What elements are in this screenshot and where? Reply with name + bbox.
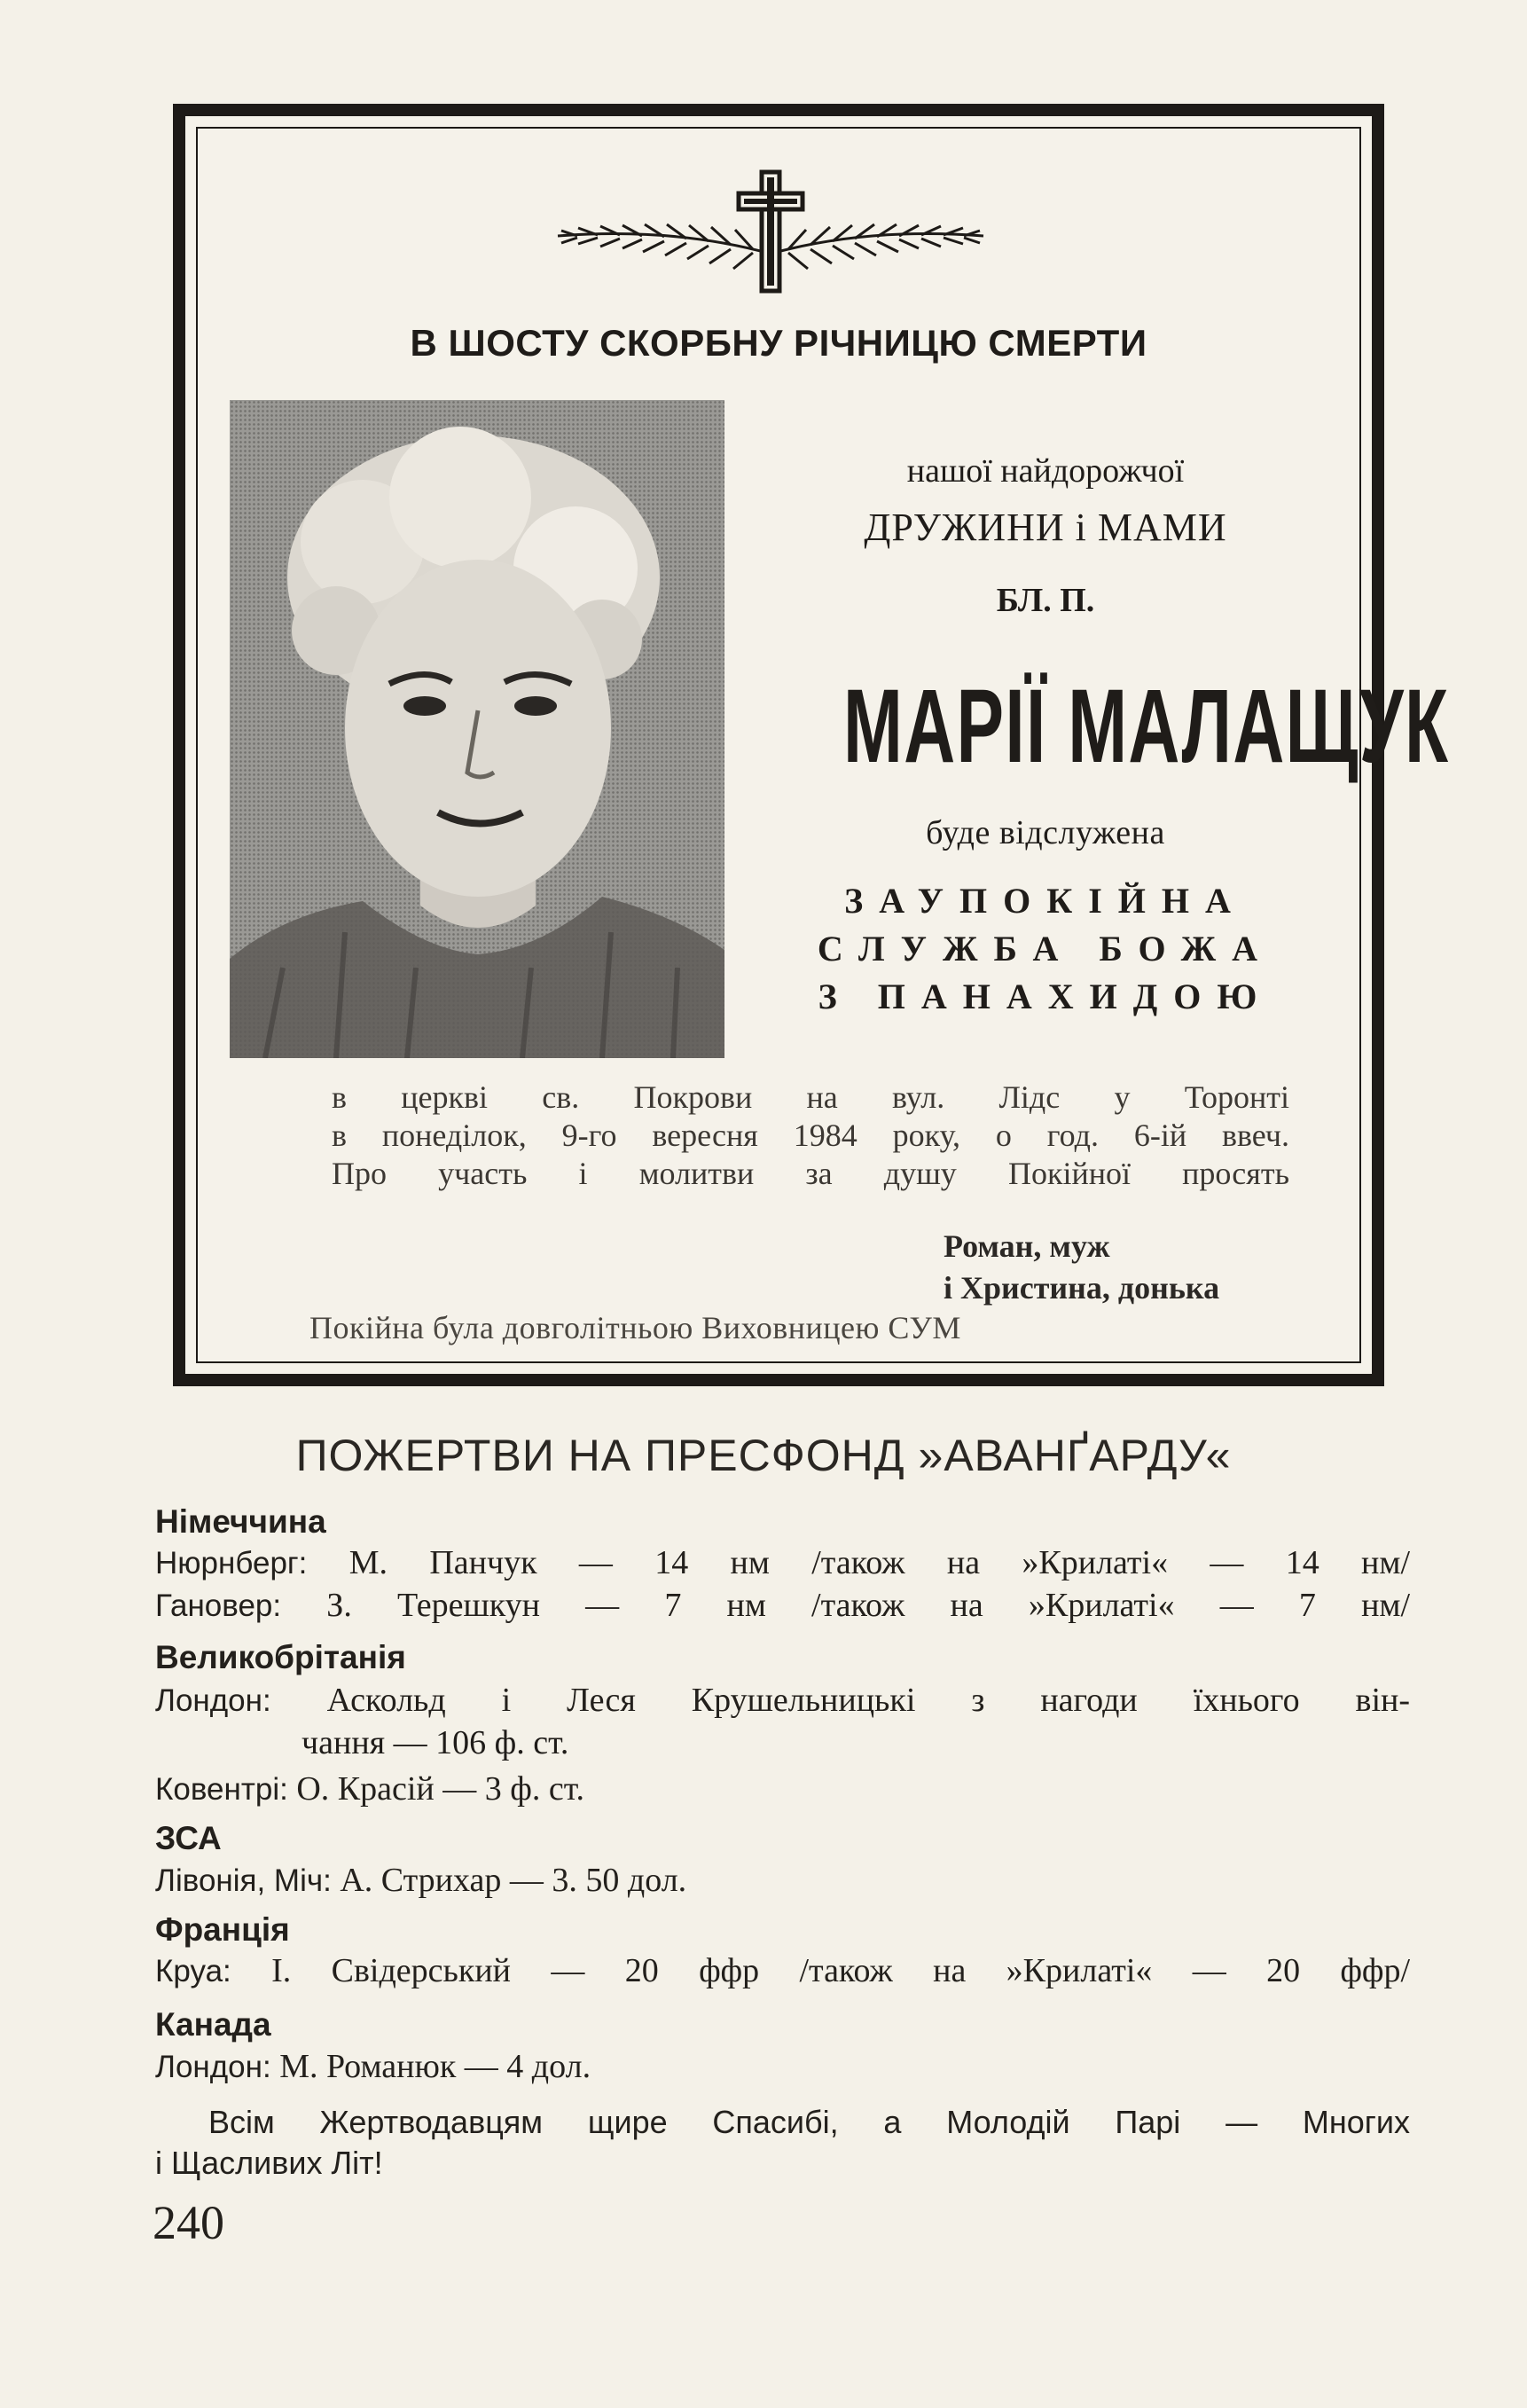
will-be-held-text: буде відслужена [926, 814, 1165, 851]
deceased-name: МАРІЇ МАЛАЩУК [843, 668, 1450, 785]
portrait-illustration [230, 400, 724, 1058]
service-line: СЛУЖБА БОЖА [817, 929, 1274, 969]
donation-city: Гановер: [155, 1588, 282, 1623]
donation-entry [155, 1586, 1410, 1625]
thanks-text: Всім Жертводавцям щире Спасибі, а Молодій Парі — Многих [208, 2104, 1410, 2140]
donation-text: А. Стрихар — 3. 50 дол. [340, 1862, 687, 1899]
donation-entry [155, 1951, 1410, 1990]
service-line: ЗАУПОКІЙНА [844, 881, 1247, 921]
country-heading: Франція [155, 1911, 290, 1948]
donation-city: Лівонія, Міч: [155, 1863, 332, 1898]
donation-entry [155, 1769, 584, 1808]
donation-text: Аскольд і Леся Крушельницькі з нагоди їхнього він- [326, 1682, 1411, 1719]
donation-city: Нюрнберг: [155, 1546, 308, 1580]
page-number: 240 [153, 2196, 224, 2249]
our-dearest-text: нашої найдорожчої [906, 452, 1185, 490]
donation-entry [155, 1861, 686, 1900]
donation-entry [155, 2047, 591, 2086]
donation-text: М. Панчук — 14 нм /також на »Крилаті« — 14 нм/ [348, 1544, 1411, 1581]
signature-husband: Роман, муж [944, 1228, 1110, 1264]
donation-text: І. Свідерський — 20 ффр /також на »Крилаті« — 20 ффр/ [271, 1952, 1411, 1989]
donation-text: М. Романюк — 4 дол. [279, 2048, 591, 2085]
service-detail-line: Про участь і молитви за душу Покійної просять [332, 1156, 1289, 1191]
thanks-text-continued: і Щасливих Літ! [155, 2145, 383, 2181]
donation-entry [155, 1543, 1410, 1582]
donations-title: ПОЖЕРТВИ НА ПРЕСФОНД »АВАНҐАРДУ« [295, 1431, 1232, 1480]
service-detail-line: в понеділок, 9-го вересня 1984 року, о год. 6-ій ввеч. [332, 1118, 1289, 1153]
obituary-notice [173, 104, 1450, 1386]
blessed-memory-text: БЛ. П. [996, 582, 1095, 619]
cross-with-palm-branches-icon [540, 165, 1001, 298]
signature-daughter: і Христина, донька [944, 1270, 1220, 1306]
service-line: З ПАНАХИДОЮ [818, 977, 1273, 1016]
donation-city: Лондон: [155, 1683, 271, 1718]
obituary-heading: В ШОСТУ СКОРБНУ РІЧНИЦЮ СМЕРТИ [410, 322, 1147, 364]
country-heading: Німеччина [155, 1503, 326, 1540]
donation-text: О. Красій — 3 ф. ст. [296, 1770, 584, 1808]
donation-city: Лондон: [155, 2050, 271, 2084]
country-heading: ЗСА [155, 1820, 222, 1856]
service-detail-line: в церкві св. Покрови на вул. Лідс у Торонті [332, 1079, 1289, 1115]
donation-text: З. Терешкун — 7 нм /також на »Крилаті« — 7 нм/ [326, 1587, 1411, 1624]
donation-text-continued: чання — 106 ф. ст. [301, 1724, 569, 1761]
donation-city: Круа: [155, 1954, 231, 1988]
country-heading: Великобрітанія [155, 1639, 406, 1675]
portrait-photo [230, 400, 724, 1058]
donation-city: Ковентрі: [155, 1772, 288, 1807]
wife-and-mother-text: ДРУЖИНИ і МАМИ [864, 506, 1227, 549]
country-heading: Канада [155, 2006, 271, 2043]
donation-entry [155, 1681, 1410, 1720]
educator-footnote: Покійна була довголітньою Виховницею СУМ [309, 1310, 961, 1345]
